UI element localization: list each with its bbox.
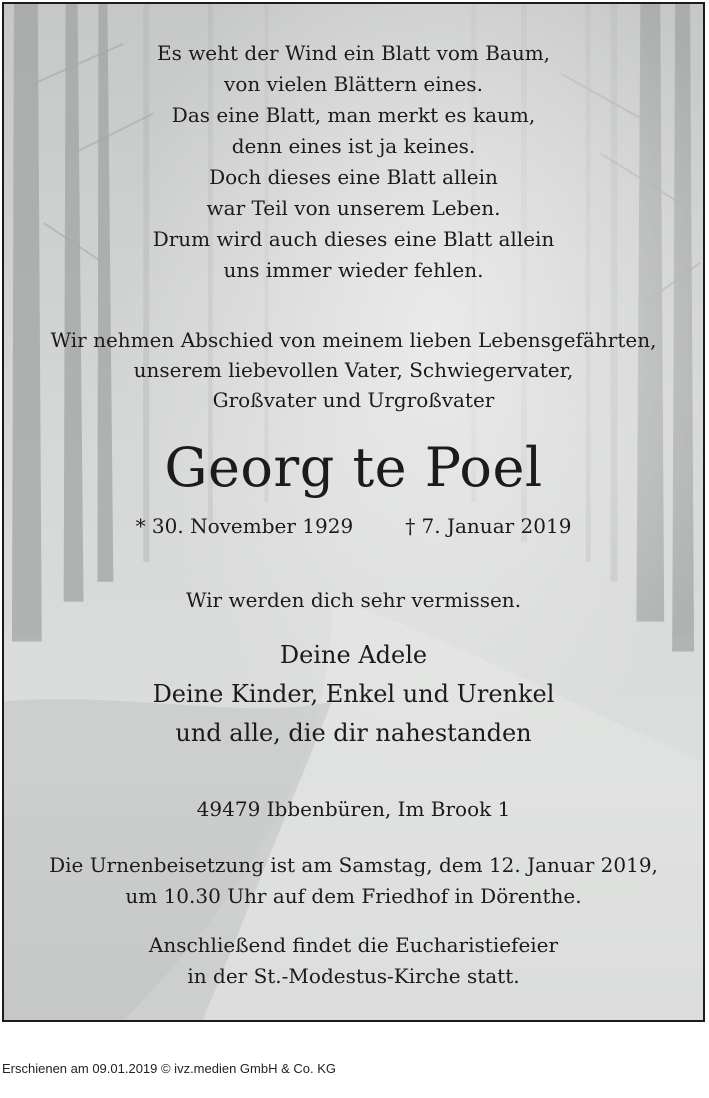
poem-line: von vielen Blättern eines. (224, 72, 483, 96)
poem-line: uns immer wieder fehlen. (223, 258, 484, 282)
mass-info (4, 930, 703, 992)
poem-line: Doch dieses eine Blatt allein (209, 165, 498, 189)
mass-line: in der St.-Modestus-Kirche statt. (187, 964, 520, 988)
miss-text: Wir werden dich sehr vermissen. (185, 588, 522, 612)
poem-line: Drum wird auch dieses eine Blatt allein (152, 227, 555, 251)
poem-line: war Teil von unserem Leben. (206, 196, 501, 220)
death-date: † 7. Januar 2019 (405, 514, 572, 538)
poem (4, 38, 703, 286)
farewell-line: Großvater und Urgroßvater (212, 388, 495, 412)
birth-date: * 30. November 1929 (135, 514, 354, 538)
life-dates (4, 512, 703, 540)
address: 49479 Ibbenbüren, Im Brook 1 (196, 797, 511, 821)
burial-info (4, 850, 703, 912)
mourner-line: Deine Adele (279, 641, 428, 669)
poem-line: Das eine Blatt, man merkt es kaum, (171, 103, 536, 127)
mourners (4, 636, 703, 753)
farewell-line: unserem liebevollen Vater, Schwiegervater, (133, 358, 574, 382)
poem-line: Es weht der Wind ein Blatt vom Baum, (156, 41, 551, 65)
farewell-line: Wir nehmen Abschied von meinem lieben Lebensgefährten, (50, 328, 657, 352)
obituary-notice (2, 2, 705, 1022)
deceased-name: Georg te Poel (164, 436, 543, 499)
mourner-line: und alle, die dir nahestanden (175, 719, 532, 747)
farewell-text (4, 325, 703, 415)
poem-line: denn eines ist ja keines. (231, 134, 476, 158)
publication-footer: Erschienen am 09.01.2019 © ivz.medien GmbH & Co. KG (2, 1061, 337, 1076)
mass-line: Anschließend findet die Eucharistiefeier (148, 933, 559, 957)
burial-line: um 10.30 Uhr auf dem Friedhof in Dörenthe. (125, 884, 582, 908)
burial-line: Die Urnenbeisetzung ist am Samstag, dem 12. Januar 2019, (49, 853, 658, 877)
mourner-line: Deine Kinder, Enkel und Urenkel (152, 680, 555, 708)
